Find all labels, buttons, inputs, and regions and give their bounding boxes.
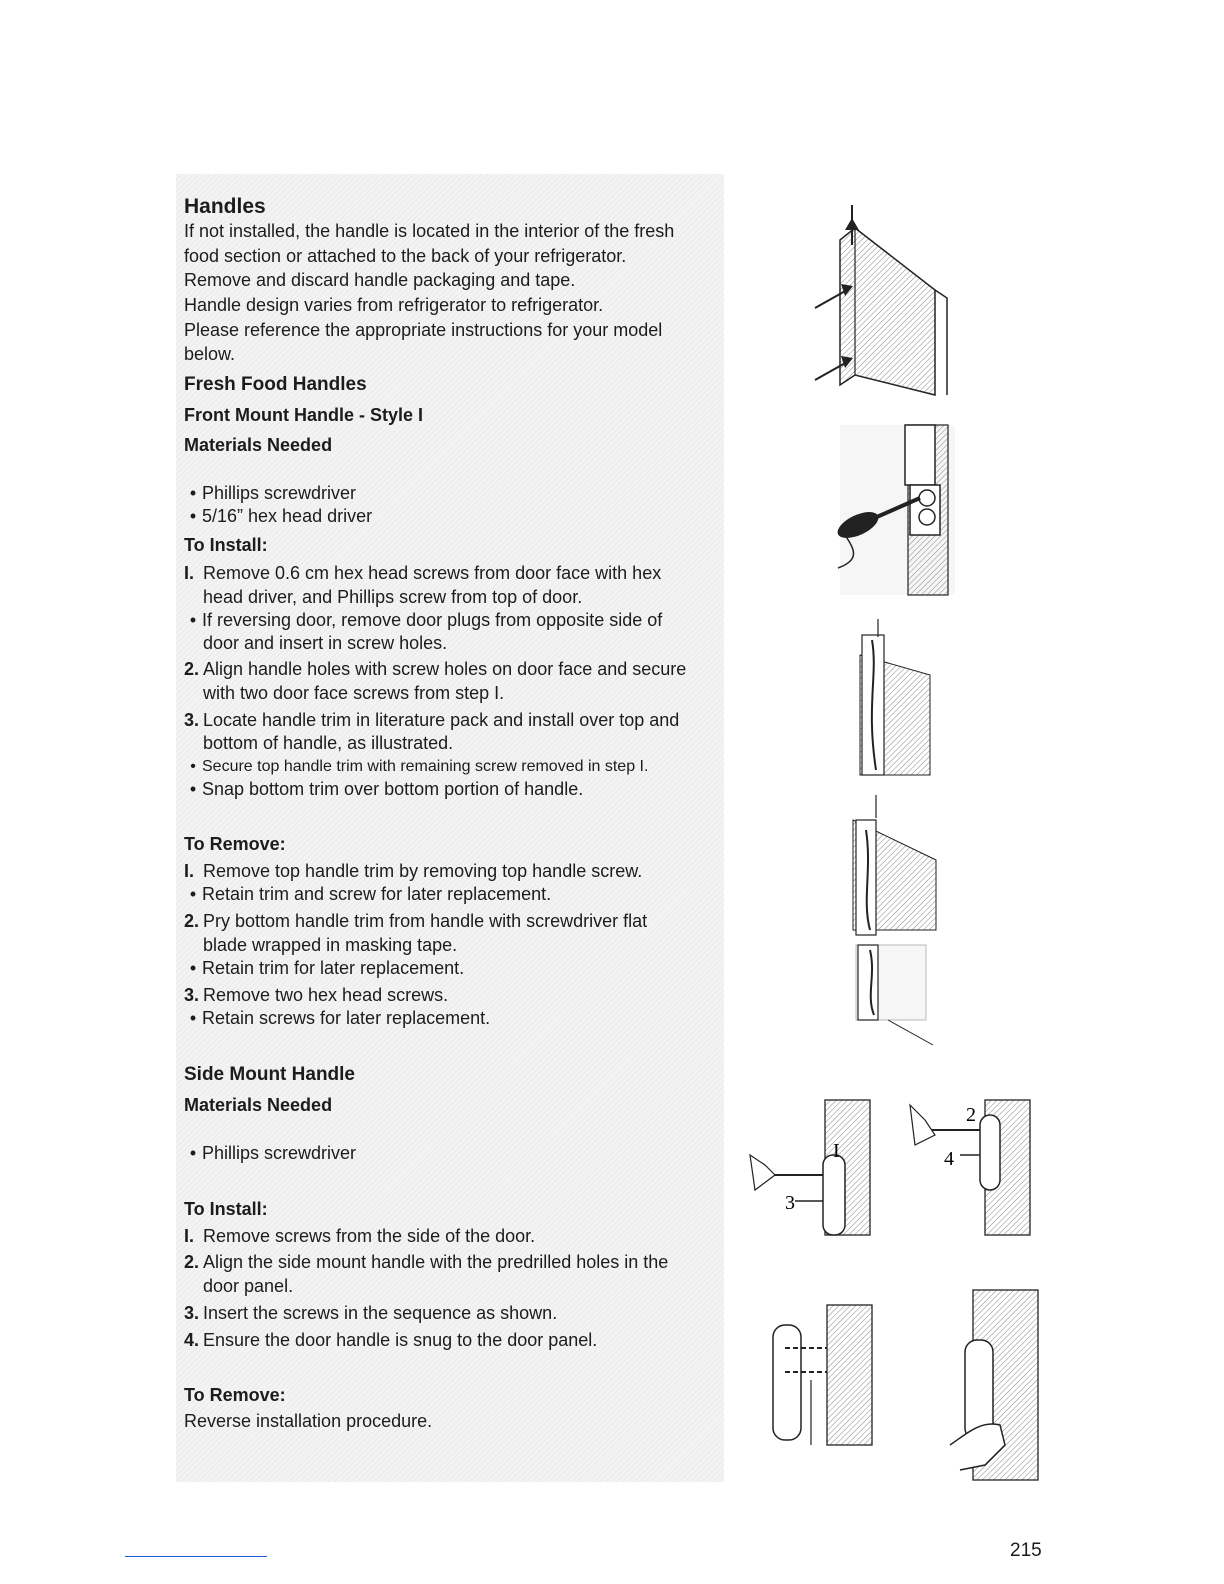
step-text: Remove two hex head screws. [203, 985, 449, 1005]
side-install-step-3 [184, 1302, 557, 1324]
material-item-2: • 5/16” hex head driver [184, 505, 372, 527]
side-materials-title: Materials Needed [184, 1095, 333, 1115]
materials-title: Materials Needed [184, 435, 333, 455]
step-number: 2. [184, 911, 200, 931]
install-step-1 [184, 562, 661, 584]
step-text: Remove top handle trim by removing top handle screw. [203, 861, 643, 881]
install-note-1: • If reversing door, remove door plugs from opposite side of [184, 609, 662, 631]
install-step-3 [184, 709, 679, 731]
figure-label-2: 2 [966, 1104, 976, 1126]
section-title-handles: Handles [184, 195, 266, 218]
step-text: Locate handle trim in literature pack and install over top and [203, 710, 680, 730]
install-note-3: • Snap bottom trim over bottom portion of handle. [184, 778, 583, 800]
intro-line-1: If not installed, the handle is located in the interior of the fresh [184, 221, 675, 241]
side-remove-text: Reverse installation procedure. [184, 1411, 433, 1431]
side-material-item-1: • Phillips screwdriver [184, 1142, 356, 1164]
side-install-step-4 [184, 1329, 597, 1351]
remove-title: To Remove: [184, 834, 286, 854]
footer-link-underline [125, 1556, 267, 1557]
intro-line-6: below. [184, 344, 236, 364]
step-text: Ensure the door handle is snug to the door panel. [203, 1330, 598, 1350]
side-install-title: To Install: [184, 1199, 268, 1219]
install-step-1-line-2: head driver, and Phillips screw from top of door. [203, 587, 583, 607]
step-text: Pry bottom handle trim from handle with screwdriver flat [203, 911, 648, 931]
remove-note-2: • Retain trim for later replacement. [184, 957, 464, 979]
step-text: Remove screws from the side of the door. [203, 1226, 536, 1246]
install-step-3-line-2: bottom of handle, as illustrated. [203, 733, 454, 753]
section-title-side-mount: Side Mount Handle [184, 1064, 355, 1085]
door-screws-illustration [805, 200, 965, 400]
remove-step-2-line-2: blade wrapped in masking tape. [203, 935, 458, 955]
handle-trim-top-illustration [850, 615, 940, 780]
install-step-2 [184, 658, 686, 680]
step-number: 3. [184, 985, 200, 1005]
step-number: 3. [184, 710, 200, 730]
step-number: I. [184, 1226, 195, 1246]
install-title: To Install: [184, 535, 268, 555]
side-mount-screws-1-3-illustration [745, 1095, 880, 1240]
remove-step-1 [184, 860, 642, 882]
step-number: 2. [184, 1252, 200, 1272]
step-number: I. [184, 563, 195, 583]
figure-label-1: I [833, 1140, 840, 1162]
figure-label-4: 4 [944, 1148, 954, 1170]
handle-align-illustration [765, 1300, 880, 1450]
remove-step-3 [184, 984, 448, 1006]
step-number: 3. [184, 1303, 200, 1323]
hand-snug-handle-illustration [945, 1285, 1045, 1485]
remove-note-3: • Retain screws for later replacement. [184, 1007, 490, 1029]
step-number: 2. [184, 659, 200, 679]
step-number: 4. [184, 1330, 200, 1350]
section-title-fresh-food: Fresh Food Handles [184, 374, 367, 395]
intro-line-4: Handle design varies from refrigerator to refrigerator. [184, 295, 604, 315]
side-remove-title: To Remove: [184, 1385, 286, 1405]
subtitle-front-mount: Front Mount Handle - Style I [184, 405, 423, 425]
remove-step-2 [184, 910, 647, 932]
install-step-2-line-2: with two door face screws from step I. [203, 683, 505, 703]
side-install-step-2-line-2: door panel. [203, 1276, 294, 1296]
page-number: 215 [1010, 1540, 1042, 1561]
install-note-2: • Secure top handle trim with remaining screw removed in step I. [184, 756, 648, 778]
side-mount-screws-2-4-illustration [900, 1095, 1035, 1240]
intro-line-5: Please reference the appropriate instructions for your model [184, 320, 663, 340]
step-text: Remove 0.6 cm hex head screws from door face with hex [203, 563, 662, 583]
side-install-step-2 [184, 1251, 668, 1273]
step-text: Align handle holes with screw holes on door face and secure [203, 659, 687, 679]
remove-note-1: • Retain trim and screw for later replacement. [184, 883, 551, 905]
material-item-1: • Phillips screwdriver [184, 482, 356, 504]
intro-line-2: food section or attached to the back of your refrigerator. [184, 246, 627, 266]
step-text: Align the side mount handle with the predrilled holes in the [203, 1252, 669, 1272]
side-install-step-1 [184, 1225, 535, 1247]
install-note-1-line-2: door and insert in screw holes. [203, 633, 448, 653]
step-text: Insert the screws in the sequence as shown. [203, 1303, 558, 1323]
intro-line-3: Remove and discard handle packaging and tape. [184, 270, 576, 290]
step-number: I. [184, 861, 195, 881]
figure-label-3: 3 [785, 1192, 795, 1214]
hex-driver-illustration [830, 420, 970, 600]
handle-trim-remove-illustration [848, 790, 943, 1050]
